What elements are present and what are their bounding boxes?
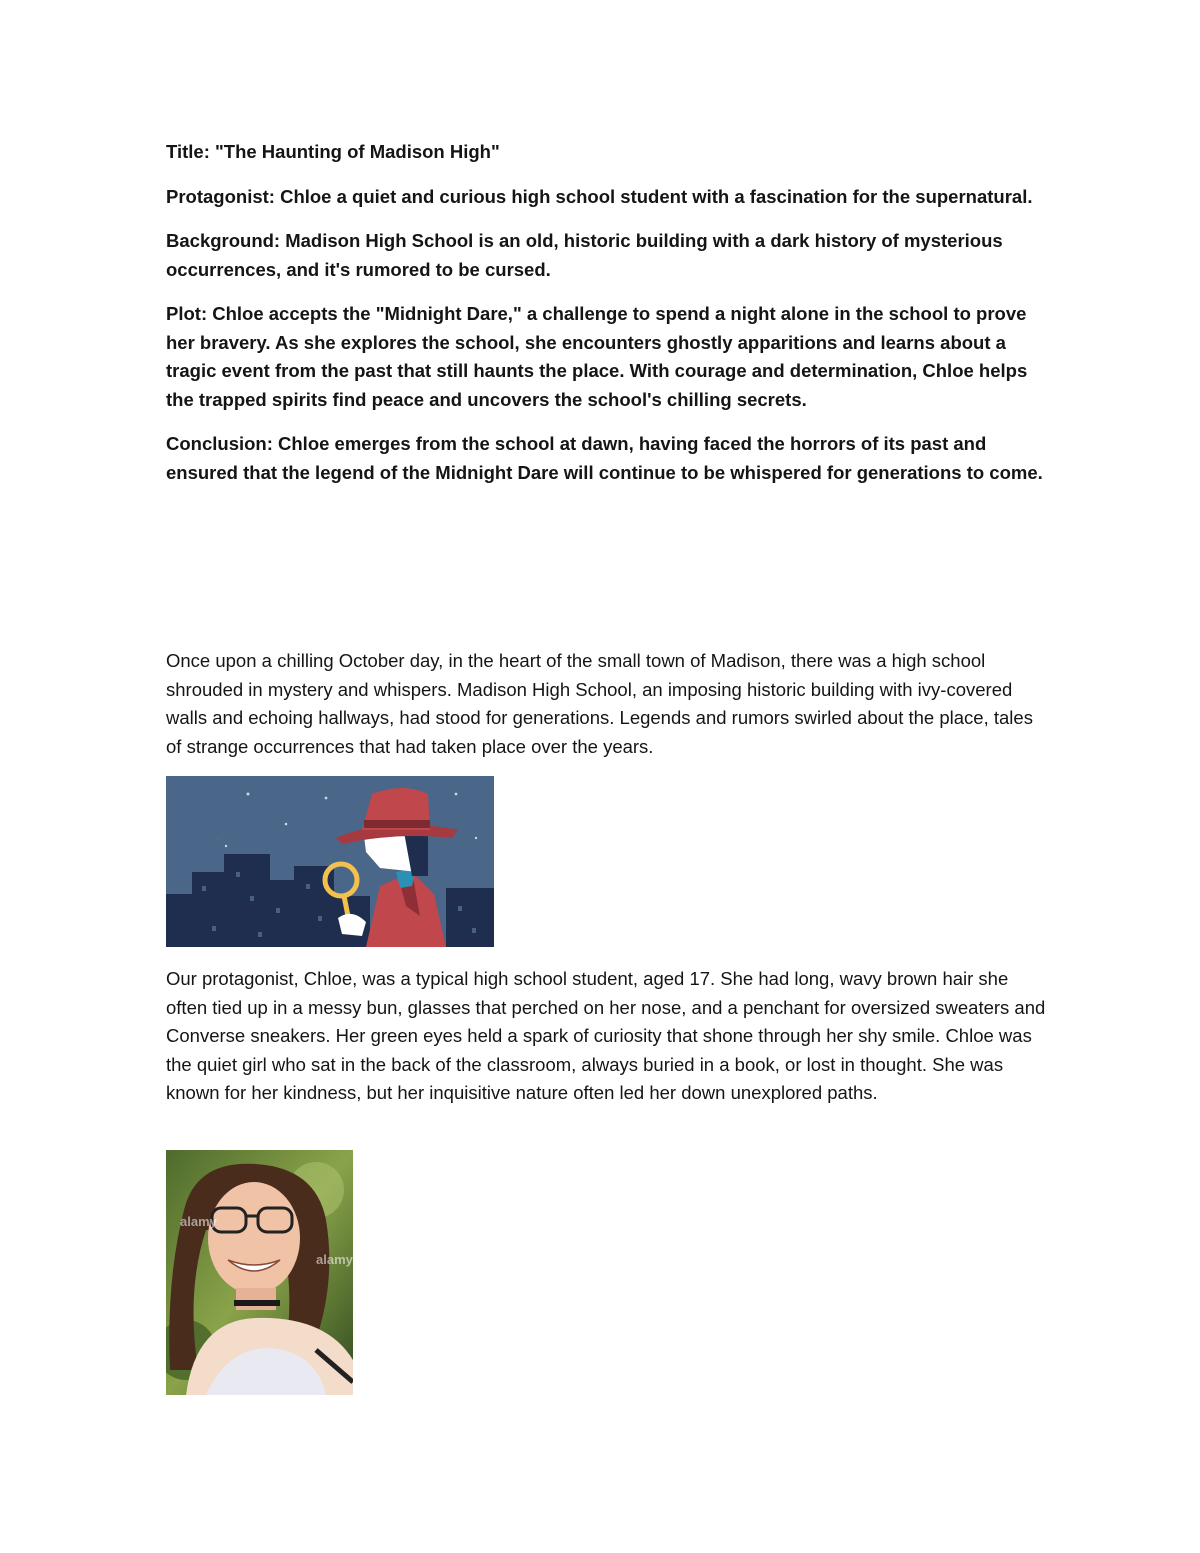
- summary-plot: Plot: Chloe accepts the "Midnight Dare," a challenge to spend a night alone in the school to prove her bravery. As she explores the school, she encounters ghostly apparitions and learns about a tragic event from the past that still haunts the place. With courage and determination, Chloe helps the trapped spirits find peace and uncovers the school's chilling secrets.: [166, 303, 1028, 410]
- face: [208, 1182, 300, 1294]
- story-paragraph-2: Our protagonist, Chloe, was a typical high school student, aged 17. She had long, wavy brown hair she often tied up in a messy bun, glasses that perched on her nose, and a penchant for oversized sweaters and Converse sneakers. Her green eyes held a spark of curiosity that shone through her shy smile. Chloe was the quiet girl who sat in the back of the classroom, always buried in a book, or lost in thought. She was known for her kindness, but her inquisitive nature often led her down unexplored paths.: [166, 968, 1046, 1103]
- detective-illustration: [166, 776, 494, 947]
- watermark-1: alamy: [180, 1214, 217, 1229]
- summary-protagonist: Protagonist: Chloe a quiet and curious high school student with a fascination for the supernatural.: [166, 185, 1033, 207]
- detective-night-image: [166, 776, 494, 947]
- summary-background: Background: Madison High School is an old, historic building with a dark history of mysterious occurrences, and it's rumored to be cursed.: [166, 230, 1003, 280]
- girl-portrait-image: [166, 1150, 353, 1395]
- summary-conclusion: Conclusion: Chloe emerges from the school at dawn, having faced the horrors of its past and ensured that the legend of the Midnight Dare will continue to be whispered for generations to come.: [166, 433, 1043, 483]
- watermark-2: alamy: [316, 1252, 353, 1267]
- chloe-photo: [166, 1150, 353, 1395]
- summary-title: Title: "The Haunting of Madison High": [166, 141, 500, 162]
- story-section-1: [166, 647, 1046, 761]
- story-paragraph-1: Once upon a chilling October day, in the heart of the small town of Madison, there was a high school shrouded in mystery and whispers. Madison High School, an imposing historic building with ivy-covered walls and echoing hallways, had stood for generations. Legends and rumors swirled about the place, tales of strange occurrences that had taken place over the years.: [166, 650, 1033, 757]
- story-section-2: [166, 965, 1046, 1108]
- story-summary: [166, 138, 1046, 503]
